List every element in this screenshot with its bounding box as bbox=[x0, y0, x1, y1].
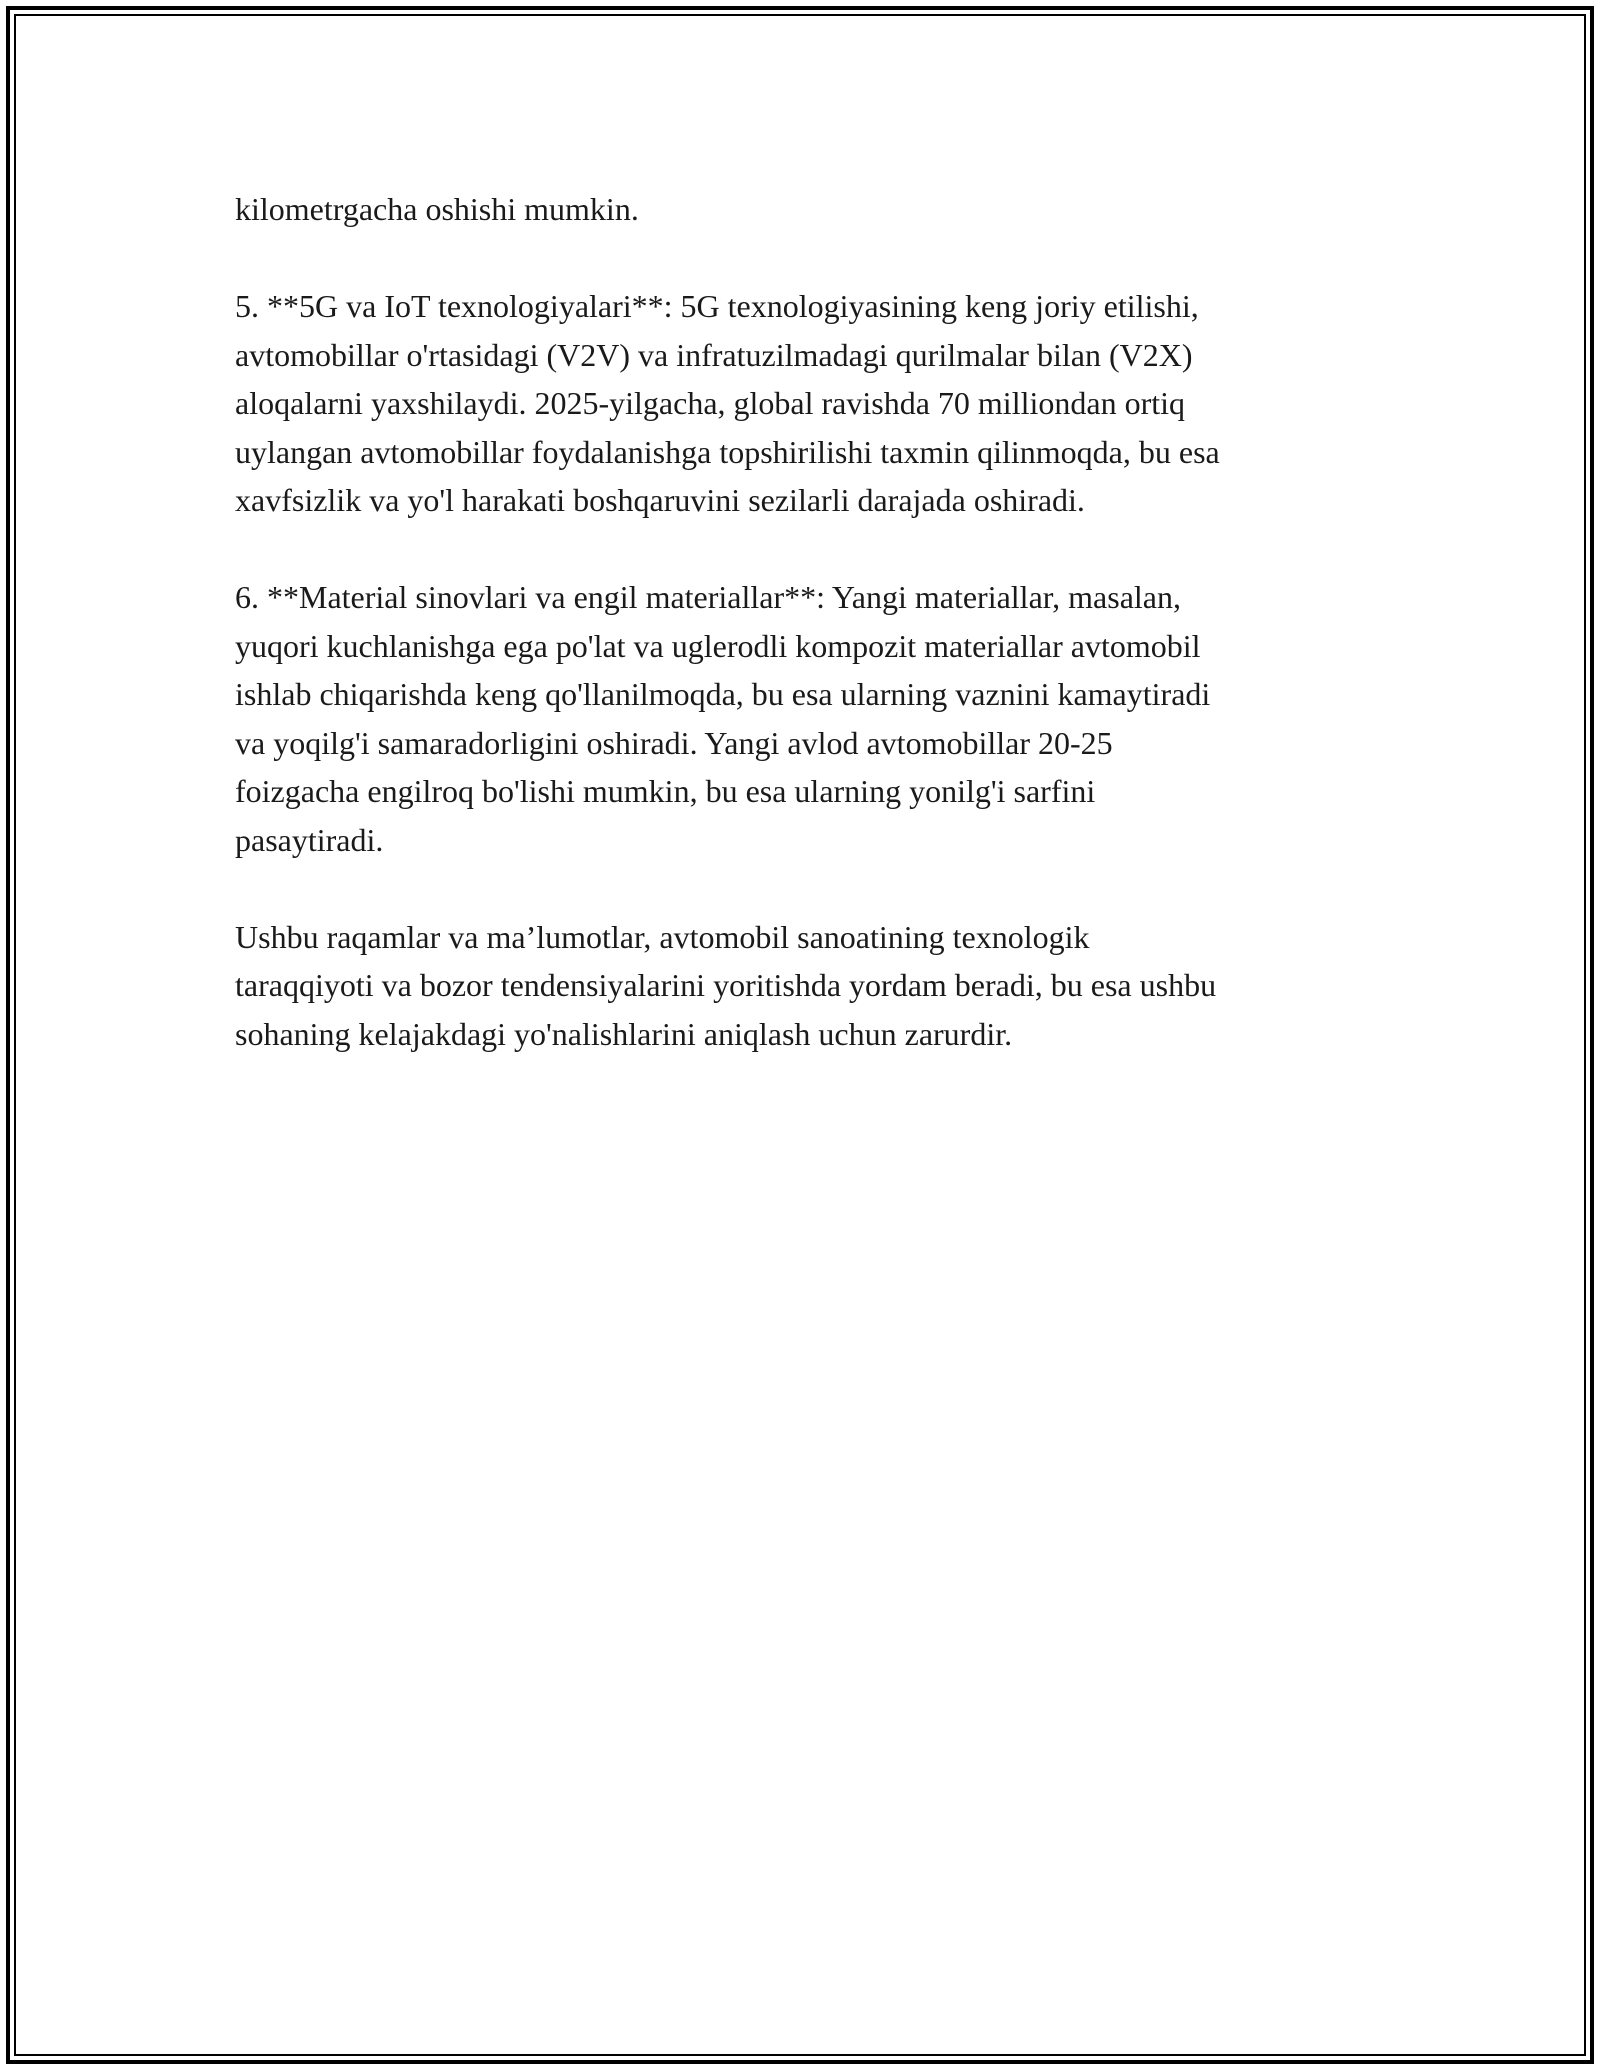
document-body bbox=[235, 185, 1395, 1058]
paragraph-5g-iot: 5. **5G va IoT texnologiyalari**: 5G texnologiyasining keng joriy etilishi, avtomobillar o'rtasidagi (V2V) va infratuzilmadagi qurilmalar bilan (V2X) aloqalarni yaxshilaydi. 2025-yilgacha, global ravishda 70 milliondan ortiq uylangan avtomobillar foydalanishga topshirilishi taxmin qilinmoqda, bu esa xavfsizlik va yo'l harakati boshqaruvini sezilarli darajada oshiradi. bbox=[235, 288, 1220, 518]
paragraph-continuation: kilometrgacha oshishi mumkin. bbox=[235, 191, 639, 227]
paragraph-conclusion: Ushbu raqamlar va ma’lumotlar, avtomobil sanoatining texnologik taraqqiyoti va bozor tendensiyalarini yoritishda yordam beradi, bu esa ushbu sohaning kelajakdagi yo'nalishlarini aniqlash uchun zarurdir. bbox=[235, 918, 1217, 1052]
paragraph-materials: 6. **Material sinovlari va engil materiallar**: Yangi materiallar, masalan, yuqori kuchlanishga ega po'lat va uglerodli kompozit materiallar avtomobil ishlab chiqarishda keng qo'llanilmoqda, bu esa ularning vaznini kamaytiradi va yoqilg'i samaradorligini oshiradi. Yangi avlod avtomobillar 20-25 foizgacha engilroq bo'lishi mumkin, bu esa ularning yonilg'i sarfini pasaytiradi. bbox=[235, 579, 1211, 858]
